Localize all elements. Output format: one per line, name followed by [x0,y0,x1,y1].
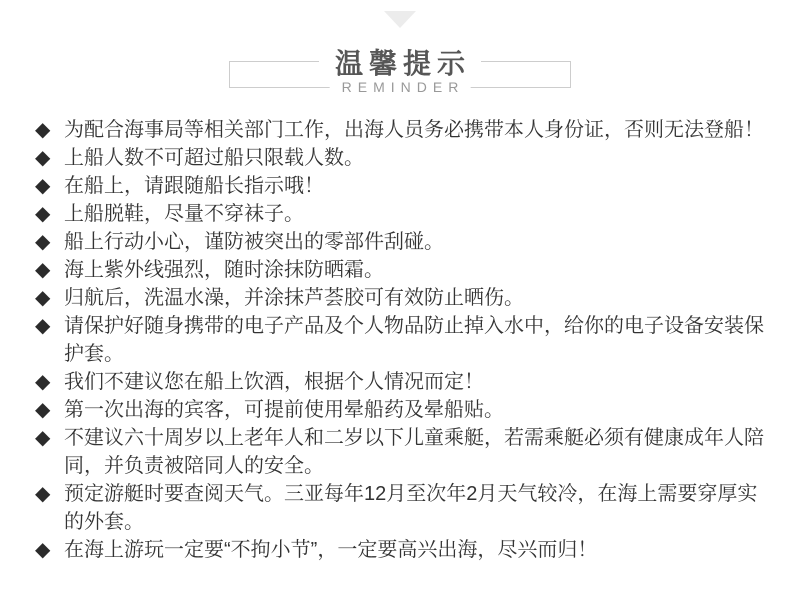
diamond-bullet-icon: ◆ [35,119,51,141]
diamond-bullet-icon: ◆ [35,259,51,281]
list-item-text: 海上紫外线强烈，随时涂抹防晒霜。 [64,259,384,281]
page-subtitle: REMINDER [330,79,471,95]
page-title: 温馨提示 [319,42,481,82]
list-item-text: 请保护好随身携带的电子产品及个人物品防止掉入水中，给你的电子设备安装保护套。 [64,315,764,365]
list-item [35,256,772,284]
diamond-bullet-icon: ◆ [35,483,51,505]
list-item-text: 在船上，请跟随船长指示哦！ [64,175,324,197]
list-item-text: 第一次出海的宾客，可提前使用晕船药及晕船贴。 [64,399,504,421]
diamond-bullet-icon: ◆ [35,231,51,253]
list-item [35,480,772,536]
list-item [35,368,772,396]
list-item [35,228,772,256]
header [229,48,571,95]
diamond-bullet-icon: ◆ [35,203,51,225]
list-item [35,312,772,368]
chevron-down-icon [384,11,416,28]
list-item-text: 上船人数不可超过船只限载人数。 [64,147,364,169]
list-item-text: 为配合海事局等相关部门工作，出海人员务必携带本人身份证，否则无法登船！ [64,119,764,141]
list-item [35,200,772,228]
list-item-text: 船上行动小心，谨防被突出的零部件刮碰。 [64,231,444,253]
list-item [35,536,772,564]
list-item [35,116,772,144]
reminder-notice-page [0,11,800,564]
diamond-bullet-icon: ◆ [35,315,51,337]
diamond-bullet-icon: ◆ [35,287,51,309]
diamond-bullet-icon: ◆ [35,399,51,421]
diamond-bullet-icon: ◆ [35,371,51,393]
list-item-text: 归航后，洗温水澡，并涂抹芦荟胶可有效防止晒伤。 [64,287,524,309]
reminder-list [35,116,772,564]
diamond-bullet-icon: ◆ [35,427,51,449]
diamond-bullet-icon: ◆ [35,175,51,197]
list-item-text: 在海上游玩一定要“不拘小节”，一定要高兴出海，尽兴而归！ [64,539,598,561]
list-item-text: 预定游艇时要查阅天气。三亚每年12月至次年2月天气较冷，在海上需要穿厚实的外套。 [64,483,758,533]
list-item [35,396,772,424]
list-item [35,424,772,480]
list-item-text: 上船脱鞋，尽量不穿袜子。 [64,203,304,225]
list-item-text: 不建议六十周岁以上老年人和二岁以下儿童乘艇，若需乘艇必须有健康成年人陪同，并负责被陪同人的安全。 [64,427,764,477]
list-item [35,172,772,200]
list-item [35,144,772,172]
list-item [35,284,772,312]
diamond-bullet-icon: ◆ [35,539,51,561]
diamond-bullet-icon: ◆ [35,147,51,169]
list-item-text: 我们不建议您在船上饮酒，根据个人情况而定！ [64,371,484,393]
